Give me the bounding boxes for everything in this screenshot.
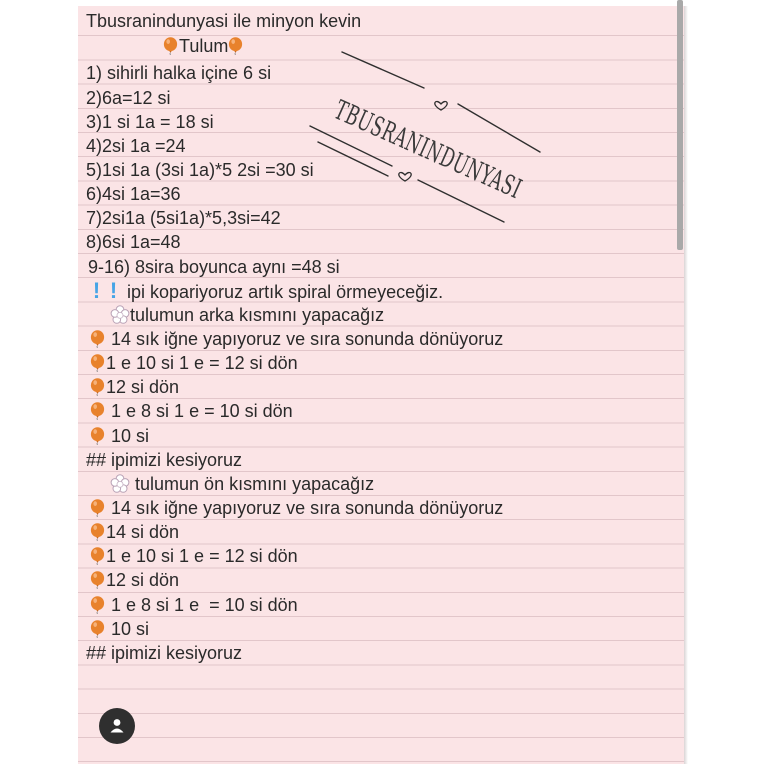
- back-row-text: 1 e 10 si 1 e = 12 si dön: [106, 353, 298, 373]
- balloon-icon: [90, 354, 105, 372]
- balloon-icon: [163, 37, 178, 55]
- front-row: [90, 496, 503, 520]
- balloon-icon: [228, 37, 243, 55]
- back-row: [90, 327, 503, 351]
- flower-icon: [110, 305, 130, 325]
- step-line: 1) sihirli halka içine 6 si: [86, 63, 272, 83]
- back-row-text: 1 e 8 si 1 e = 10 si dön: [111, 401, 293, 421]
- back-row-text: 12 si dön: [106, 377, 180, 397]
- step-line: 5)1si 1a (3si 1a)*5 2si =30 si: [86, 160, 314, 180]
- back-row-text: 14 sık iğne yapıyoruz ve sıra sonunda dönüyoruz: [111, 329, 504, 349]
- watermark-text: TBUSRANINDUNYASI: [329, 94, 527, 206]
- balloon-icon: [90, 499, 105, 517]
- front-row-text: 14 si dön: [106, 522, 180, 542]
- front-part-end: ## ipimizi kesiyoruz: [86, 643, 243, 663]
- back-part-heading-text: tulumun arka kısmını yapacağız: [130, 305, 385, 325]
- front-row: [90, 544, 298, 568]
- notice-line: [88, 279, 443, 303]
- step-line: 3)1 si 1a = 18 si: [86, 112, 214, 132]
- balloon-icon: [90, 378, 105, 396]
- step-line: 7)2si1a (5si1a)*5,3si=42: [86, 208, 281, 228]
- exclamation-icon: !: [109, 278, 118, 303]
- balloon-icon: [90, 523, 105, 541]
- step-line: 2)6a=12 si: [86, 88, 171, 108]
- step-line: 6)4si 1a=36: [86, 184, 181, 204]
- person-icon: [99, 708, 135, 744]
- step-line: 4)2si 1a =24: [86, 136, 186, 156]
- heart-icon: [435, 102, 447, 110]
- front-part-heading-text: tulumun ön kısmını yapacağız: [135, 474, 375, 494]
- front-row: [90, 617, 149, 641]
- front-row-text: 10 si: [111, 619, 150, 639]
- front-row: [90, 568, 179, 592]
- back-row-text: 10 si: [111, 426, 150, 446]
- back-part-heading: [110, 303, 384, 327]
- front-part-heading: [110, 472, 374, 496]
- balloon-icon: [90, 571, 105, 589]
- balloon-icon: [90, 547, 105, 565]
- balloon-icon: [90, 596, 105, 614]
- front-row: [90, 520, 179, 544]
- front-row-text: 1 e 10 si 1 e = 12 si dön: [106, 546, 298, 566]
- profile-button[interactable]: [99, 708, 135, 744]
- exclamation-icon: !: [92, 278, 101, 303]
- section-title: Tulum: [179, 36, 229, 56]
- front-row-text: 14 sık iğne yapıyoruz ve sıra sonunda dönüyoruz: [111, 498, 504, 518]
- back-row: [90, 399, 293, 423]
- back-row: [90, 424, 149, 448]
- balloon-icon: [90, 620, 105, 638]
- notice-text: ipi kopariyoruz artık spiral örmeyeceğiz.: [127, 282, 444, 302]
- balloon-icon: [90, 402, 105, 420]
- front-row-text: 12 si dön: [106, 570, 180, 590]
- back-row: [90, 375, 179, 399]
- balloon-icon: [90, 330, 105, 348]
- back-row: [90, 351, 298, 375]
- step-line: 9-16) 8sira boyunca aynı =48 si: [88, 257, 340, 277]
- front-row: [90, 593, 298, 617]
- section-heading: [163, 34, 244, 58]
- page-title: Tbusranindunyasi ile minyon kevin: [86, 11, 362, 31]
- balloon-icon: [90, 427, 105, 445]
- back-part-end: ## ipimizi kesiyoruz: [86, 450, 243, 470]
- step-line: 8)6si 1a=48: [86, 232, 181, 252]
- heart-icon: [399, 173, 411, 181]
- front-row-text: 1 e 8 si 1 e = 10 si dön: [111, 595, 298, 615]
- flower-icon: [110, 474, 130, 494]
